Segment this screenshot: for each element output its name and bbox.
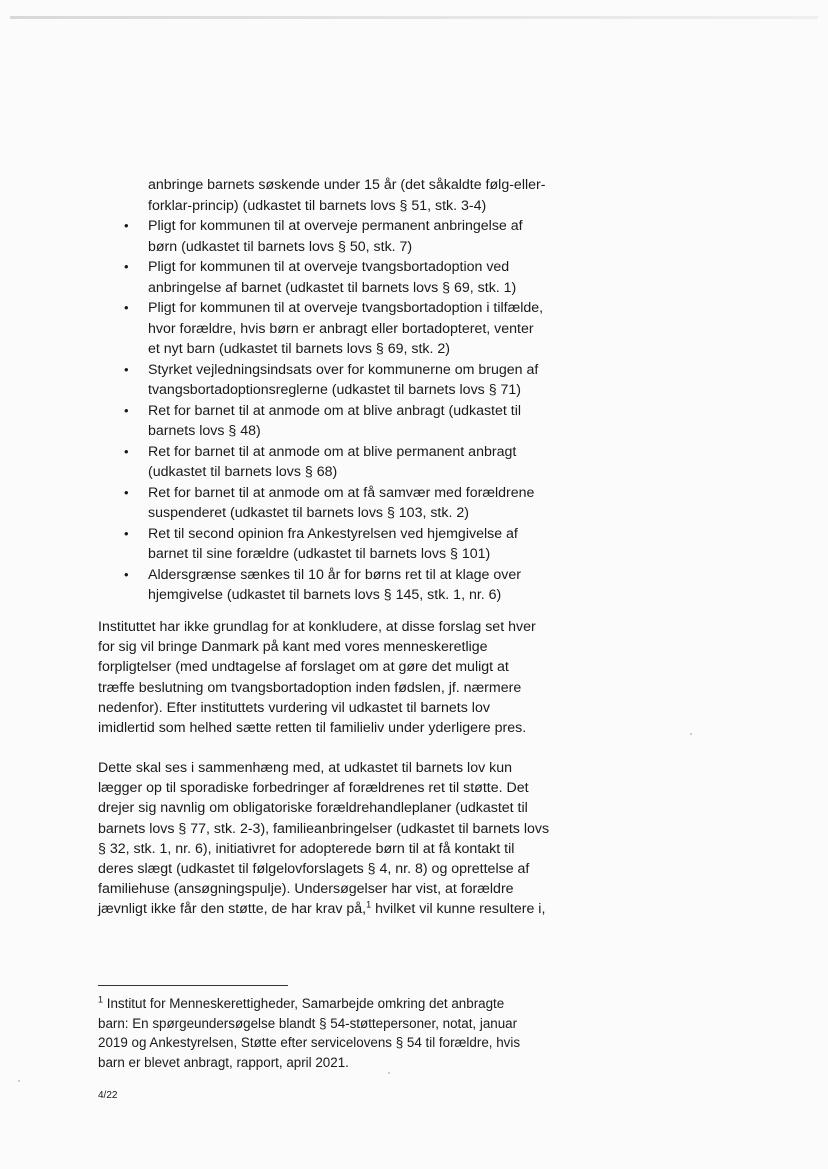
text-line: Pligt for kommunen til at overveje tvangsbortadoption ved — [148, 259, 510, 275]
text-line: barnets lovs § 77, stk. 2-3), familieanbringelser (udkastet til barnets lovs — [98, 820, 550, 837]
bullet-list — [120, 216, 550, 606]
text-line: lægger op til sporadiske forbedringer af forældrenes ret til støtte. Det — [98, 780, 529, 797]
text-line: nedenfor). Efter instituttets vurdering vil udkastet til barnets lov — [98, 699, 490, 716]
text-line: Ret for barnet til at anmode om at få samvær med forældrene — [148, 484, 535, 501]
text-line: deres slægt (udkastet til følgelovforslagets § 4, nr. 8) og oprettelse af — [98, 861, 530, 878]
scan-speck — [690, 733, 692, 735]
text-line: Instituttet har ikke grundlag for at konkludere, at disse forslag set hver — [98, 619, 536, 635]
text-line: forpligtelser (med undtagelse af forslaget om at gøre det muligt at — [98, 659, 509, 676]
paragraph-support — [98, 758, 568, 920]
text-line: Ret for barnet til at anmode om at blive permanent anbragt — [148, 443, 517, 460]
footnote-number: 1 — [98, 994, 104, 1005]
text-line: imidlertid som helhed sætte retten til familieliv under yderligere pres. — [98, 720, 527, 737]
text-line: Ret til second opinion fra Ankestyrelsen ved hjemgivelse af — [148, 525, 518, 542]
text-line: hvor forældre, hvis børn er anbragt eller bortadopteret, venter — [148, 320, 534, 337]
list-item — [120, 257, 550, 298]
text-line: hvilket vil kunne resultere i, — [371, 901, 546, 918]
bullet-marker: • — [124, 402, 129, 418]
list-item — [120, 565, 550, 606]
bullet-marker: • — [124, 566, 129, 582]
text-line: anbringe barnets søskende under 15 år (det såkaldte følg-eller- — [148, 177, 546, 193]
text-line: anbringelse af barnet (udkastet til barnets lovs § 69, stk. 1) — [148, 279, 517, 296]
footnote — [98, 994, 568, 1072]
text-line: Pligt for kommunen til at overveje permanent anbringelse af — [148, 218, 523, 234]
bullet-marker: • — [124, 361, 129, 377]
text-line: barnets lovs § 48) — [148, 423, 261, 439]
list-item — [120, 524, 550, 565]
list-item — [120, 360, 550, 401]
text-line: et nyt barn (udkastet til barnets lovs § 69, stk. 2) — [148, 341, 451, 357]
bullet-continuation — [148, 175, 548, 216]
bullet-marker: • — [124, 443, 129, 459]
footnote-reference[interactable]: 1 — [366, 899, 372, 910]
text-line: hjemgivelse (udkastet til barnets lovs § 145, stk. 1, nr. 6) — [148, 587, 502, 603]
footnote-separator — [98, 985, 288, 986]
text-line: forklar-princip) (udkastet til barnets lovs § 51, stk. 3-4) — [148, 197, 487, 214]
text-line: jævnligt ikke får den støtte, de har krav på, — [98, 901, 367, 918]
text-line: for sig vil bringe Danmark på kant med vores menneskeretlige — [98, 639, 488, 656]
list-item — [120, 401, 550, 442]
bullet-marker: • — [124, 300, 129, 315]
text-line: børn (udkastet til barnets lovs § 50, stk. 7) — [148, 238, 413, 255]
list-item — [120, 298, 550, 360]
paragraph-conclusion — [98, 617, 568, 738]
scan-speck — [18, 1080, 20, 1082]
bullet-marker: • — [124, 259, 129, 274]
scan-edge-line — [10, 16, 818, 19]
text-line: Ret for barnet til at anmode om at blive anbragt (udkastet til — [148, 402, 522, 419]
bullet-marker: • — [124, 525, 129, 541]
text-line: barn er blevet anbragt, rapport, april 2021. — [98, 1054, 349, 1070]
text-line: barnet til sine forældre (udkastet til barnets lovs § 101) — [148, 546, 491, 562]
bullet-marker: • — [124, 484, 129, 500]
list-item — [120, 216, 550, 257]
scan-speck — [388, 1072, 390, 1074]
bullet-marker: • — [124, 218, 129, 233]
text-line: drejer sig navnlig om obligatoriske forældrehandleplaner (udkastet til — [98, 800, 528, 817]
page-number: 4/22 — [98, 1090, 118, 1101]
text-line: Dette skal ses i sammenhæng med, at udkastet til barnets lov kun — [98, 760, 513, 776]
text-line: Pligt for kommunen til at overveje tvangsbortadoption i tilfælde, — [148, 300, 544, 316]
text-line: § 32, stk. 1, nr. 6), initiativret for adopterede børn til at få kontakt til — [98, 840, 515, 857]
text-line: barn: En spørgeundersøgelse blandt § 54-støttepersoner, notat, januar — [98, 1015, 518, 1031]
text-line: familiehuse (ansøgningspulje). Undersøgelser har vist, at forældre — [98, 881, 514, 898]
text-line: Styrket vejledningsindsats over for kommunerne om brugen af — [148, 361, 539, 378]
text-line: 2019 og Ankestyrelsen, Støtte efter servicelovens § 54 til forældre, hvis — [98, 1035, 521, 1051]
text-line: træffe beslutning om tvangsbortadoption inden fødslen, jf. nærmere — [98, 679, 522, 696]
text-line: (udkastet til barnets lovs § 68) — [148, 464, 338, 480]
list-item — [120, 483, 550, 524]
text-line: Aldersgrænse sænkes til 10 år for børns ret til at klage over — [148, 566, 521, 583]
text-line: tvangsbortadoptionsreglerne (udkastet til barnets lovs § 71) — [148, 382, 522, 398]
list-item — [120, 442, 550, 483]
text-line: Institut for Menneskerettigheder, Samarbejde omkring det anbragte — [103, 996, 505, 1011]
text-line: suspenderet (udkastet til barnets lovs § 103, stk. 2) — [148, 505, 469, 521]
